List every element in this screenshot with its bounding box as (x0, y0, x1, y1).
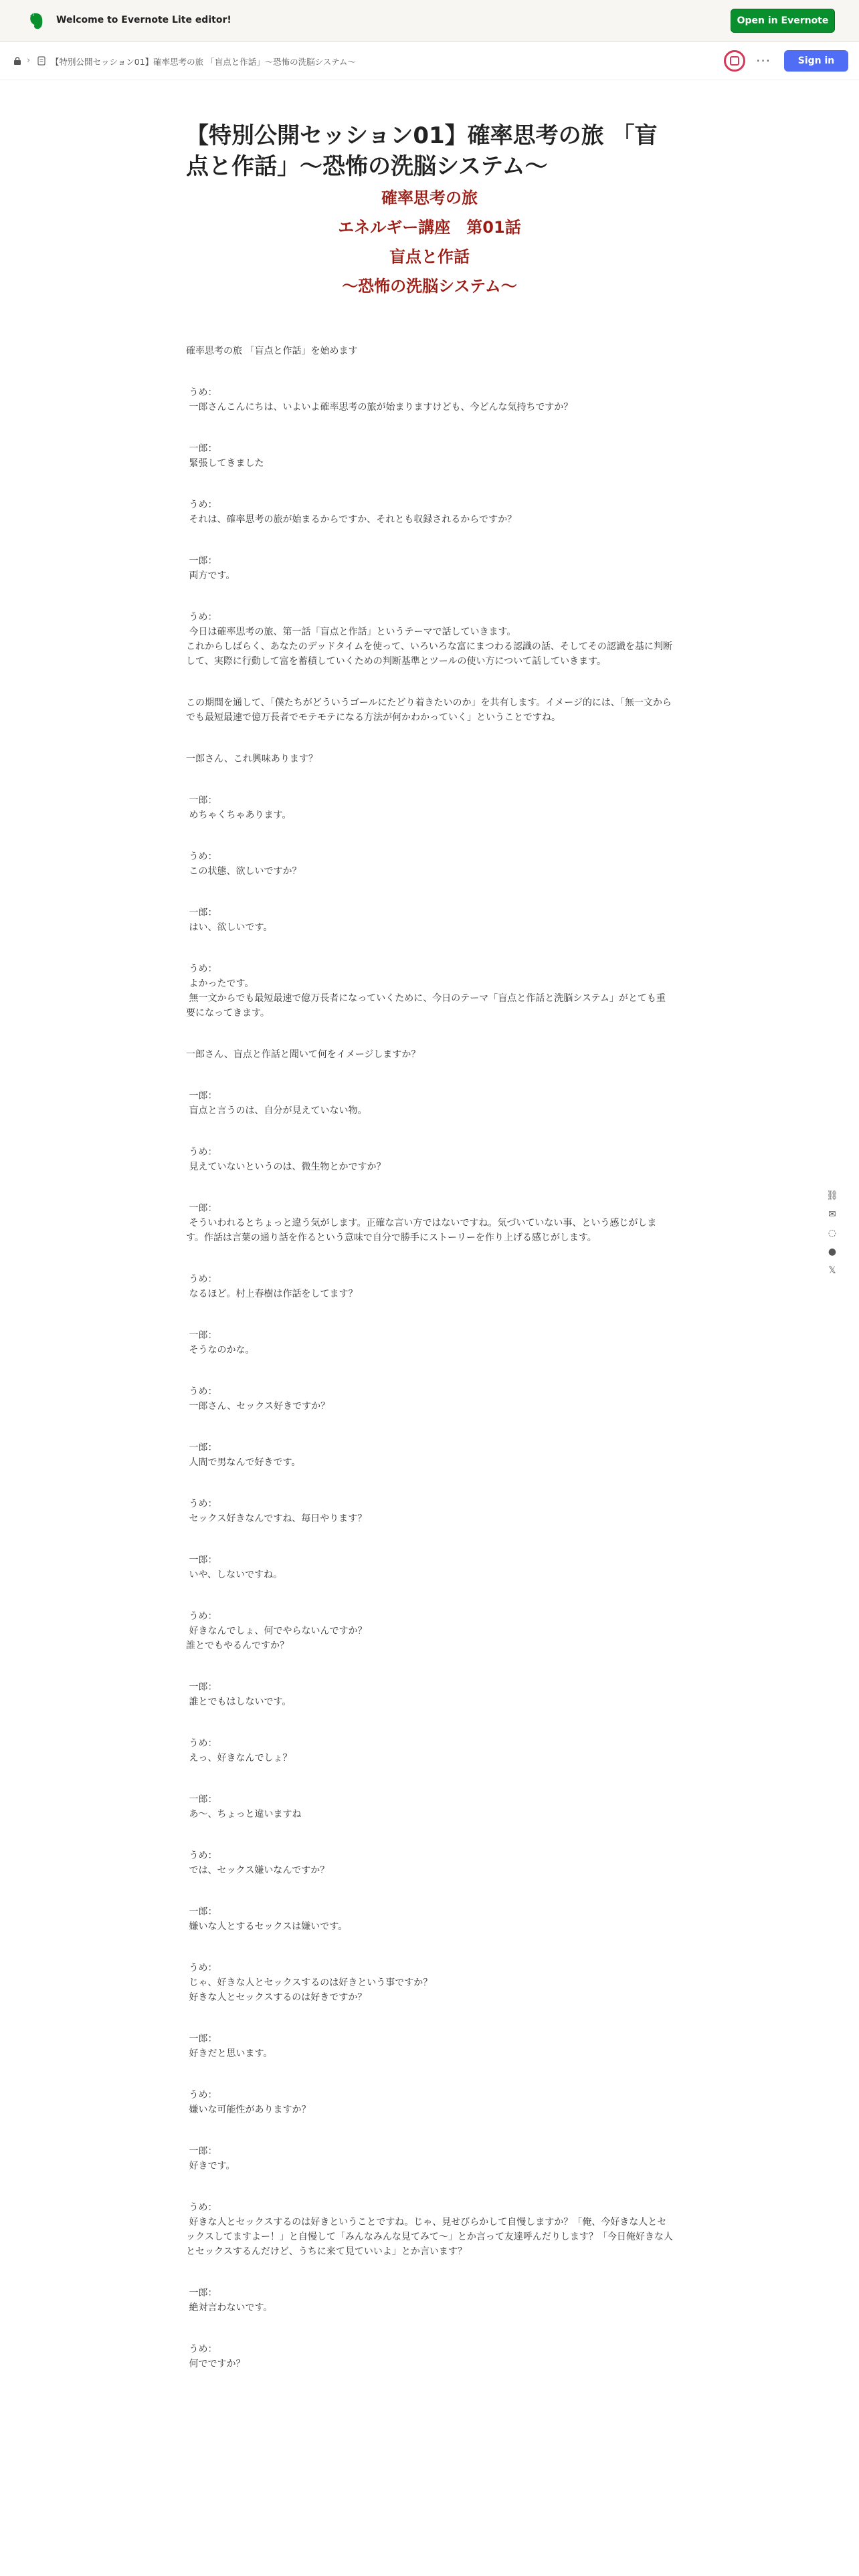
note-paragraph: いや、しないですね。 (186, 1570, 283, 1580)
note-block (186, 344, 673, 358)
note-paragraph: 誰とでもやるんですか？ (186, 1640, 289, 1651)
note-paragraph: はい、欲しいです。 (186, 922, 273, 933)
mail-icon[interactable]: ✉ (828, 1209, 836, 1220)
note-block (186, 2200, 673, 2259)
link-icon[interactable]: ⛓ (826, 1190, 838, 1201)
speaker-label: うめ： (186, 500, 217, 510)
note-block (186, 2032, 673, 2061)
note-paragraph: 確率思考の旅 「盲点と作話」を始めます (186, 346, 358, 356)
speaker-label: うめ： (186, 964, 217, 974)
chevron-right-icon: › (27, 56, 31, 66)
speaker-label: 一郎： (186, 2034, 217, 2044)
speaker-label: うめ： (186, 2344, 217, 2355)
note-paragraph: そういわれるとちょっと違う気がします。正確な言い方ではないですね。気づいていない事、という感じがします。作話は言葉の通り話を作るという意味で自分で勝手にストーリーを作り上げる感じがします。 (186, 1218, 657, 1243)
share-bar (824, 1190, 840, 1284)
note-paragraph: 一郎さん、セックス好きですか？ (186, 1401, 330, 1412)
note-paragraph: 好きな人とセックスするのは好きですか？ (186, 1992, 367, 2003)
note-block (186, 1961, 673, 2005)
welcome-text: Welcome to Evernote Lite editor! (56, 15, 231, 25)
note-block (186, 1047, 673, 1062)
heading-1: 確率思考の旅 (381, 189, 478, 207)
lock-icon (13, 57, 21, 65)
speaker-label: うめ： (186, 1147, 217, 1158)
note-block (186, 1497, 673, 1526)
note-paragraph: 一郎さんこんにちは、いよいよ確率思考の旅が始まりますけども、今どんな気持ちですか？ (186, 402, 573, 413)
note-paragraph: 好きなんでしょ、何でやらないんですか？ (186, 1626, 367, 1636)
speaker-label: 一郎： (186, 1330, 217, 1341)
note-block (186, 1440, 673, 1470)
note-headings (186, 183, 673, 301)
whatsapp-icon[interactable]: ◌ (828, 1228, 837, 1239)
note-content (186, 120, 673, 2398)
note-block (186, 1089, 673, 1118)
note-block (186, 1201, 673, 1245)
more-options-icon[interactable]: ··· (756, 53, 771, 69)
avatar[interactable] (724, 50, 745, 72)
note-title: 【特別公開セッション01】確率思考の旅 「盲点と作話」〜恐怖の洗脳システム〜 (186, 122, 658, 180)
note-block (186, 695, 673, 725)
note-navbar (0, 42, 859, 80)
facebook-icon[interactable]: ● (828, 1247, 837, 1257)
sign-in-button[interactable]: Sign in (784, 50, 848, 72)
note-paragraph: 何でですか？ (186, 2359, 246, 2369)
note-block (186, 2286, 673, 2315)
note-paragraph: よかったです。 (186, 978, 254, 989)
note-paragraph: 両方です。 (186, 570, 235, 581)
speaker-label: 一郎： (186, 443, 217, 454)
note-paragraph: セックス好きなんですね、毎日やります？ (186, 1513, 367, 1524)
speaker-label: 一郎： (186, 1682, 217, 1693)
note-block (186, 2342, 673, 2371)
note-paragraph: 緊張してきました (186, 458, 264, 469)
note-paragraph: 一郎さん、これ興味あります？ (186, 754, 318, 764)
note-block (186, 385, 673, 415)
note-paragraph: めちゃくちゃあります。 (186, 810, 292, 821)
speaker-label: うめ： (186, 387, 217, 398)
note-block (186, 610, 673, 669)
note-block (186, 849, 673, 879)
heading-3: 盲点と作話 (389, 247, 470, 266)
speaker-label: うめ： (186, 612, 217, 623)
speaker-label: 一郎： (186, 556, 217, 566)
speaker-label: 一郎： (186, 2146, 217, 2157)
note-paragraph: 好きだと思います。 (186, 2048, 273, 2059)
note-block (186, 498, 673, 527)
note-block (186, 962, 673, 1021)
note-paragraph: なるほど。村上春樹は作話をしてます？ (186, 1289, 358, 1299)
note-paragraph: じゃ、好きな人とセックスするのは好きという事ですか？ (186, 1977, 433, 1988)
note-block (186, 1905, 673, 1934)
speaker-label: うめ： (186, 2202, 217, 2213)
note-paragraph: 盲点と言うのは、自分が見えていない物。 (186, 1105, 367, 1116)
top-banner (0, 0, 859, 42)
note-paragraph: それは、確率思考の旅が始まるからですか、それとも収録されるからですか？ (186, 514, 517, 525)
note-block (186, 1792, 673, 1822)
note-paragraph: 無一文からでも最短最速で億万長者になっていくために、今日のテーマ「盲点と作話と洗脳システム」がとても重要になってきます。 (186, 993, 666, 1018)
note-block (186, 1553, 673, 1582)
speaker-label: 一郎： (186, 1794, 217, 1805)
note-paragraph: では、セックス嫌いなんですか？ (186, 1865, 330, 1876)
speaker-label: うめ： (186, 1963, 217, 1973)
note-block (186, 1848, 673, 1878)
note-paragraph: 嫌いな人とするセックスは嫌いです。 (186, 1921, 348, 1932)
note-block (186, 1680, 673, 1709)
note-paragraph: そうなのかな。 (186, 1345, 255, 1356)
speaker-label: 一郎： (186, 1555, 217, 1566)
note-block (186, 1145, 673, 1174)
speaker-label: うめ： (186, 2090, 217, 2101)
speaker-label: うめ： (186, 1611, 217, 1622)
open-in-evernote-button[interactable]: Open in Evernote (731, 9, 835, 33)
note-paragraph: 好きな人とセックスするのは好きということですね。じゃ、見せびらかして自慢しますか？「俺、今好きな人とセックスしてますよー！」と自慢して「みんなみんな見てみて〜」とか言って友達呼んだりします？「今日俺好きな人とセックスするんだけど、うちに来て見ていいよ」とか言います？ (186, 2217, 673, 2257)
speaker-label: うめ： (186, 1738, 217, 1749)
speaker-label: うめ： (186, 1499, 217, 1509)
note-block (186, 793, 673, 823)
evernote-logo-icon (24, 9, 47, 32)
note-block (186, 1736, 673, 1765)
note-body (186, 344, 673, 2398)
note-paragraph: これからしばらく、あなたのデッドタイムを使って、いろいろな富にまつわる認識の話、そしてその認識を基に判断して、実際に行動して富を蓄積していくための判断基準とツールの使い方について話していきます。 (186, 641, 672, 667)
speaker-label: うめ： (186, 1850, 217, 1861)
speaker-label: 一郎： (186, 907, 217, 918)
speaker-label: 一郎： (186, 1907, 217, 1917)
breadcrumb-note-title[interactable]: 【特別公開セッション01】確率思考の旅 「盲点と作話」〜恐怖の洗脳システム〜 (51, 57, 356, 67)
note-paragraph: 誰とでもはしないです。 (186, 1697, 292, 1707)
note-block (186, 441, 673, 471)
note-paragraph: あ〜、ちょっと違いますね (186, 1809, 302, 1820)
speaker-label: 一郎： (186, 2288, 217, 2298)
note-paragraph: えっ、好きなんでしょ？ (186, 1753, 292, 1763)
note-paragraph: 嫌いな可能性がありますか？ (186, 2105, 311, 2115)
note-paragraph: 一郎さん、盲点と作話と聞いて何をイメージしますか？ (186, 1049, 421, 1060)
note-paragraph: この期間を通して、「僕たちがどういうゴールにたどり着きたいのか」を共有します。イメージ的には、「無一文からでも最短最速で億万長者でモテモテになる方法が何かわかっていく」ということですね。 (186, 697, 672, 723)
speaker-label: 一郎： (186, 795, 217, 806)
note-icon (37, 56, 45, 66)
speaker-label: 一郎： (186, 1203, 217, 1214)
note-block (186, 2088, 673, 2117)
note-paragraph: 見えていないというのは、微生物とかですか？ (186, 1162, 386, 1172)
speaker-label: うめ： (186, 851, 217, 862)
speaker-label: 一郎： (186, 1091, 217, 1101)
speaker-label: 一郎： (186, 1442, 217, 1453)
note-block (186, 554, 673, 583)
note-paragraph: 好きです。 (186, 2161, 235, 2171)
speaker-label: うめ： (186, 1386, 217, 1397)
note-paragraph: 人間で男なんで好きです。 (186, 1457, 301, 1468)
note-block (186, 905, 673, 935)
heading-4: 〜恐怖の洗脳システム〜 (342, 277, 517, 296)
note-block (186, 1384, 673, 1414)
note-paragraph: 絶対言わないです。 (186, 2302, 273, 2313)
note-block (186, 1609, 673, 1653)
note-block (186, 1272, 673, 1301)
note-block (186, 1328, 673, 1358)
heading-2: エネルギー講座 第01話 (338, 218, 521, 237)
speaker-label: うめ： (186, 1274, 217, 1285)
note-block (186, 2144, 673, 2173)
note-paragraph: 今日は確率思考の旅、第一話「盲点と作話」というテーマで話していきます。 (186, 627, 516, 637)
note-paragraph: この状態、欲しいですか？ (186, 866, 302, 877)
note-block (186, 752, 673, 766)
x-icon[interactable]: 𝕏 (828, 1265, 836, 1276)
